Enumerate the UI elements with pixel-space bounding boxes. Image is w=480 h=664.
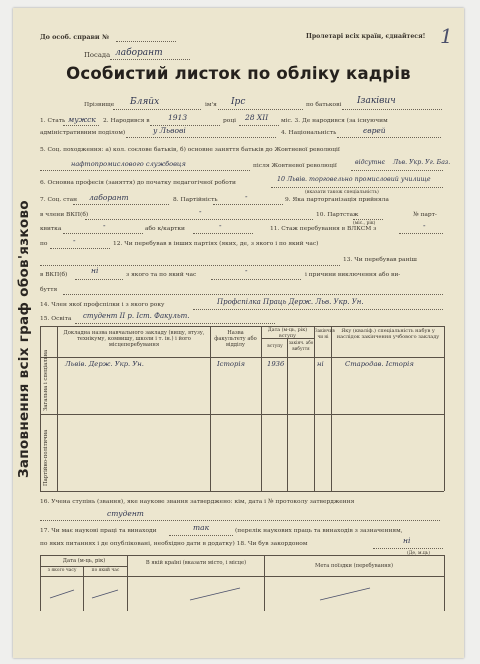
- birthplace-label: міс. 3. Де народився (за існуючим: [281, 118, 388, 124]
- sheet-number: 1: [440, 24, 453, 48]
- from-to-dash: -: [245, 266, 248, 275]
- degree-value: студент: [107, 509, 144, 518]
- col-header-end: закінч. або вибуття: [288, 340, 314, 351]
- party-org-label: 9. Яка парторганізація прийняла: [285, 197, 389, 203]
- col-header-enter: вступу: [267, 344, 283, 349]
- name-value: Ірс: [231, 97, 246, 107]
- exclusion-label: і причини виключення або ви-: [305, 272, 401, 278]
- surname-value: Бляйх: [130, 97, 160, 107]
- position-label: Посада: [84, 51, 111, 59]
- profession-label: 6. Основна професія (заняття) до початку педагогічної роботи: [40, 180, 236, 186]
- year-label: році: [223, 118, 236, 124]
- cell-specialty: Стародав. Історія: [345, 360, 414, 368]
- col-header-institution: Докладна назва навчального закладу (вищу, втузу, технікуму, комвишу, школи і т. ін.) і його місцеперебування: [63, 330, 205, 348]
- abroad-to-header: по який час: [91, 568, 120, 573]
- card-label: квитка: [40, 226, 62, 232]
- after-revolution-label: після Жовтневої революції: [253, 163, 337, 169]
- vkpb-earlier-label: в ВКП(б): [40, 272, 68, 278]
- other-parties-label: 12. Чи перебував в інших партіях (яких, де, з якого і по який час): [113, 241, 319, 247]
- abroad-value: ні: [403, 536, 411, 545]
- abroad-date-header: Дата (м-ць, рік): [62, 558, 106, 564]
- col-header-specialty: Яку (кваліф.) спеціальність набув у наслідок закінчення учбового закладу: [336, 328, 440, 340]
- admin-division-label: адміністративним поділом): [40, 130, 126, 136]
- position-value: лаборант: [115, 48, 163, 58]
- earlier-vkpb-label: 13. Чи перебував раніш: [343, 257, 417, 263]
- party-label: 8. Партійність: [173, 197, 218, 203]
- birth-day: 28 XII: [245, 113, 269, 122]
- nationality-label: 4. Національність: [281, 130, 337, 136]
- sex-label: 1. Стать: [40, 118, 66, 124]
- birth-year: 1913: [168, 113, 188, 122]
- vkpb-member-label: в члени ВКП(б): [40, 212, 89, 218]
- social-status-label: 7. Соц. стан: [40, 197, 78, 203]
- row-group-general: Загальна і спеціальна: [43, 349, 49, 411]
- profession-note: (вказати також спеціальність): [305, 190, 379, 195]
- abroad-label: по яких питаннях і де опубліковані, необхідно дати в додатку) 18. Чи був закордоном: [40, 541, 308, 547]
- document-title: Особистий листок по обліку кадрів: [66, 64, 411, 83]
- social-origin-label: 5. Соц. походження: а) кол. соєлове батьків, б) основне заняття батьків до Жовтневої революції: [40, 147, 340, 153]
- from-to-label: з якого та по який час: [126, 272, 197, 278]
- vlksm-label: 11. Стаж перебування в ВЛКСМ з: [270, 226, 377, 232]
- until-label: по: [40, 241, 48, 247]
- until-dash: -: [73, 236, 76, 245]
- party-stazh-note: (міс., рік): [353, 221, 376, 226]
- vlksm-dash: -: [423, 221, 426, 230]
- cell-finished: ні: [317, 360, 324, 368]
- works-value: так: [193, 523, 210, 532]
- abroad-from-header: з якого часу: [47, 568, 77, 573]
- social-origin-value-2: відсутнє: [355, 159, 385, 166]
- patronymic-value: Ізаківич: [357, 96, 396, 106]
- social-origin-value-1: нафтопромислового службовця: [71, 160, 186, 168]
- abroad-purpose-header: Мета поїздки (перебування): [315, 563, 393, 569]
- party-value: -: [245, 192, 248, 201]
- col-header-finished: Закінчив чи ні: [315, 328, 335, 339]
- case-number-label: До особ. справи №: [40, 33, 109, 41]
- patronymic-label: по батькові: [306, 102, 342, 108]
- candidate-card-label: або к/картки: [145, 226, 185, 232]
- vkpb-earlier-value: ні: [91, 266, 99, 275]
- works-note: (перелік наукових праць та винаходів з зазначенням,: [235, 528, 403, 534]
- social-origin-value-3: Льв. Укр. Уг. Баз.: [393, 159, 451, 166]
- abroad-country-header: В якій країні (вказати місто, і місце): [145, 560, 247, 566]
- slogan: Пролетарі всіх країн, єднайтеся!: [306, 33, 426, 40]
- row-group-party: Партійно-політична: [43, 429, 49, 486]
- vkpb-dash: -: [199, 207, 202, 216]
- surname-label: Прізвище: [84, 102, 115, 108]
- born-label: 2. Народився в: [103, 118, 150, 124]
- works-label: 17. Чи має наукові праці та винаходи: [40, 528, 157, 534]
- cell-institution: Львів. Держ. Укр. Ун.: [65, 360, 144, 368]
- departure-label: буття: [40, 287, 58, 293]
- nationality-value: єврей: [363, 126, 386, 135]
- abroad-note: (Де, м.ць): [407, 551, 430, 556]
- birthplace-value: у Львові: [153, 126, 186, 135]
- col-header-faculty: Назва факультету або відділу: [214, 330, 257, 348]
- education-label: 15. Освіта: [40, 316, 72, 322]
- dash-strikes: [40, 576, 444, 612]
- profession-value: 10 Львів. торговельно промисловий училище: [277, 176, 431, 183]
- social-status-value: лаборант: [89, 193, 129, 202]
- education-value: студент ІІ р. Іст. Факульт.: [83, 312, 190, 320]
- party-card-label: № парт-: [413, 212, 437, 218]
- personnel-record-sheet: [13, 8, 464, 658]
- sex-value: мужск: [68, 115, 96, 124]
- union-label: 14. Член якої профспілки і з якого року: [40, 302, 165, 308]
- col-header-date: Дата (м-ць, рік) вступу: [267, 328, 308, 339]
- cell-faculty: Історія: [217, 360, 246, 368]
- name-label: ім'я: [205, 102, 217, 108]
- party-stazh-label: 10. Партстаж: [316, 212, 359, 218]
- degree-label: 16. Учена ступінь (звання), яке наукове звання затверджено: кім, дата і № протоколу затвердження: [40, 499, 355, 505]
- candidate-card-dash: -: [219, 221, 222, 230]
- union-value: Профспілка Праць Держ. Льв. Укр. Ун.: [217, 298, 364, 306]
- cell-enter-year: 1936: [267, 360, 285, 368]
- card-dash: -: [103, 221, 106, 230]
- side-caption: Заповнення всіх граф обов'язково: [16, 200, 32, 478]
